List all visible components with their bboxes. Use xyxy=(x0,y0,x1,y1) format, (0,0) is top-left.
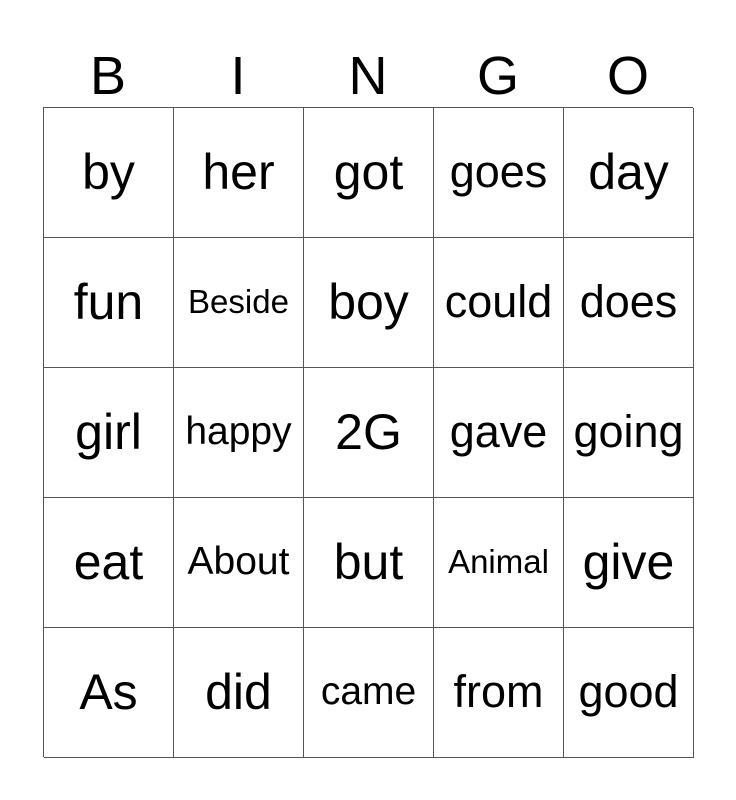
header-letter-i: I xyxy=(230,46,246,106)
bingo-cell[interactable]: but xyxy=(304,498,434,628)
header-letter-o: O xyxy=(606,46,649,106)
bingo-cell[interactable]: by xyxy=(44,108,174,238)
header-letter-b: B xyxy=(89,46,127,106)
bingo-cell[interactable]: her xyxy=(174,108,304,238)
bingo-cell[interactable]: girl xyxy=(44,368,174,498)
bingo-cell[interactable]: fun xyxy=(44,238,174,368)
bingo-cell[interactable]: give xyxy=(564,498,694,628)
bingo-cell[interactable]: Beside xyxy=(174,238,304,368)
bingo-cell[interactable]: from xyxy=(434,628,564,758)
bingo-cell[interactable]: good xyxy=(564,628,694,758)
bingo-cell[interactable]: happy xyxy=(174,368,304,498)
bingo-cell[interactable]: goes xyxy=(434,108,564,238)
bingo-cell[interactable]: going xyxy=(564,368,694,498)
bingo-header xyxy=(43,44,693,108)
bingo-cell[interactable]: got xyxy=(304,108,434,238)
bingo-cell[interactable]: did xyxy=(174,628,304,758)
bingo-cell[interactable]: About xyxy=(174,498,304,628)
bingo-cell[interactable]: boy xyxy=(304,238,434,368)
bingo-cell[interactable]: As xyxy=(44,628,174,758)
bingo-cell[interactable]: gave xyxy=(434,368,564,498)
bingo-cell-free-space[interactable]: 2G xyxy=(304,368,434,498)
bingo-cell[interactable]: Animal xyxy=(434,498,564,628)
header-letter-n: N xyxy=(348,46,388,106)
header-letter-g: G xyxy=(476,46,519,106)
bingo-cell[interactable]: could xyxy=(434,238,564,368)
bingo-cell[interactable]: eat xyxy=(44,498,174,628)
bingo-board xyxy=(43,107,693,757)
bingo-cell[interactable]: day xyxy=(564,108,694,238)
bingo-cell[interactable]: came xyxy=(304,628,434,758)
bingo-cell[interactable]: does xyxy=(564,238,694,368)
